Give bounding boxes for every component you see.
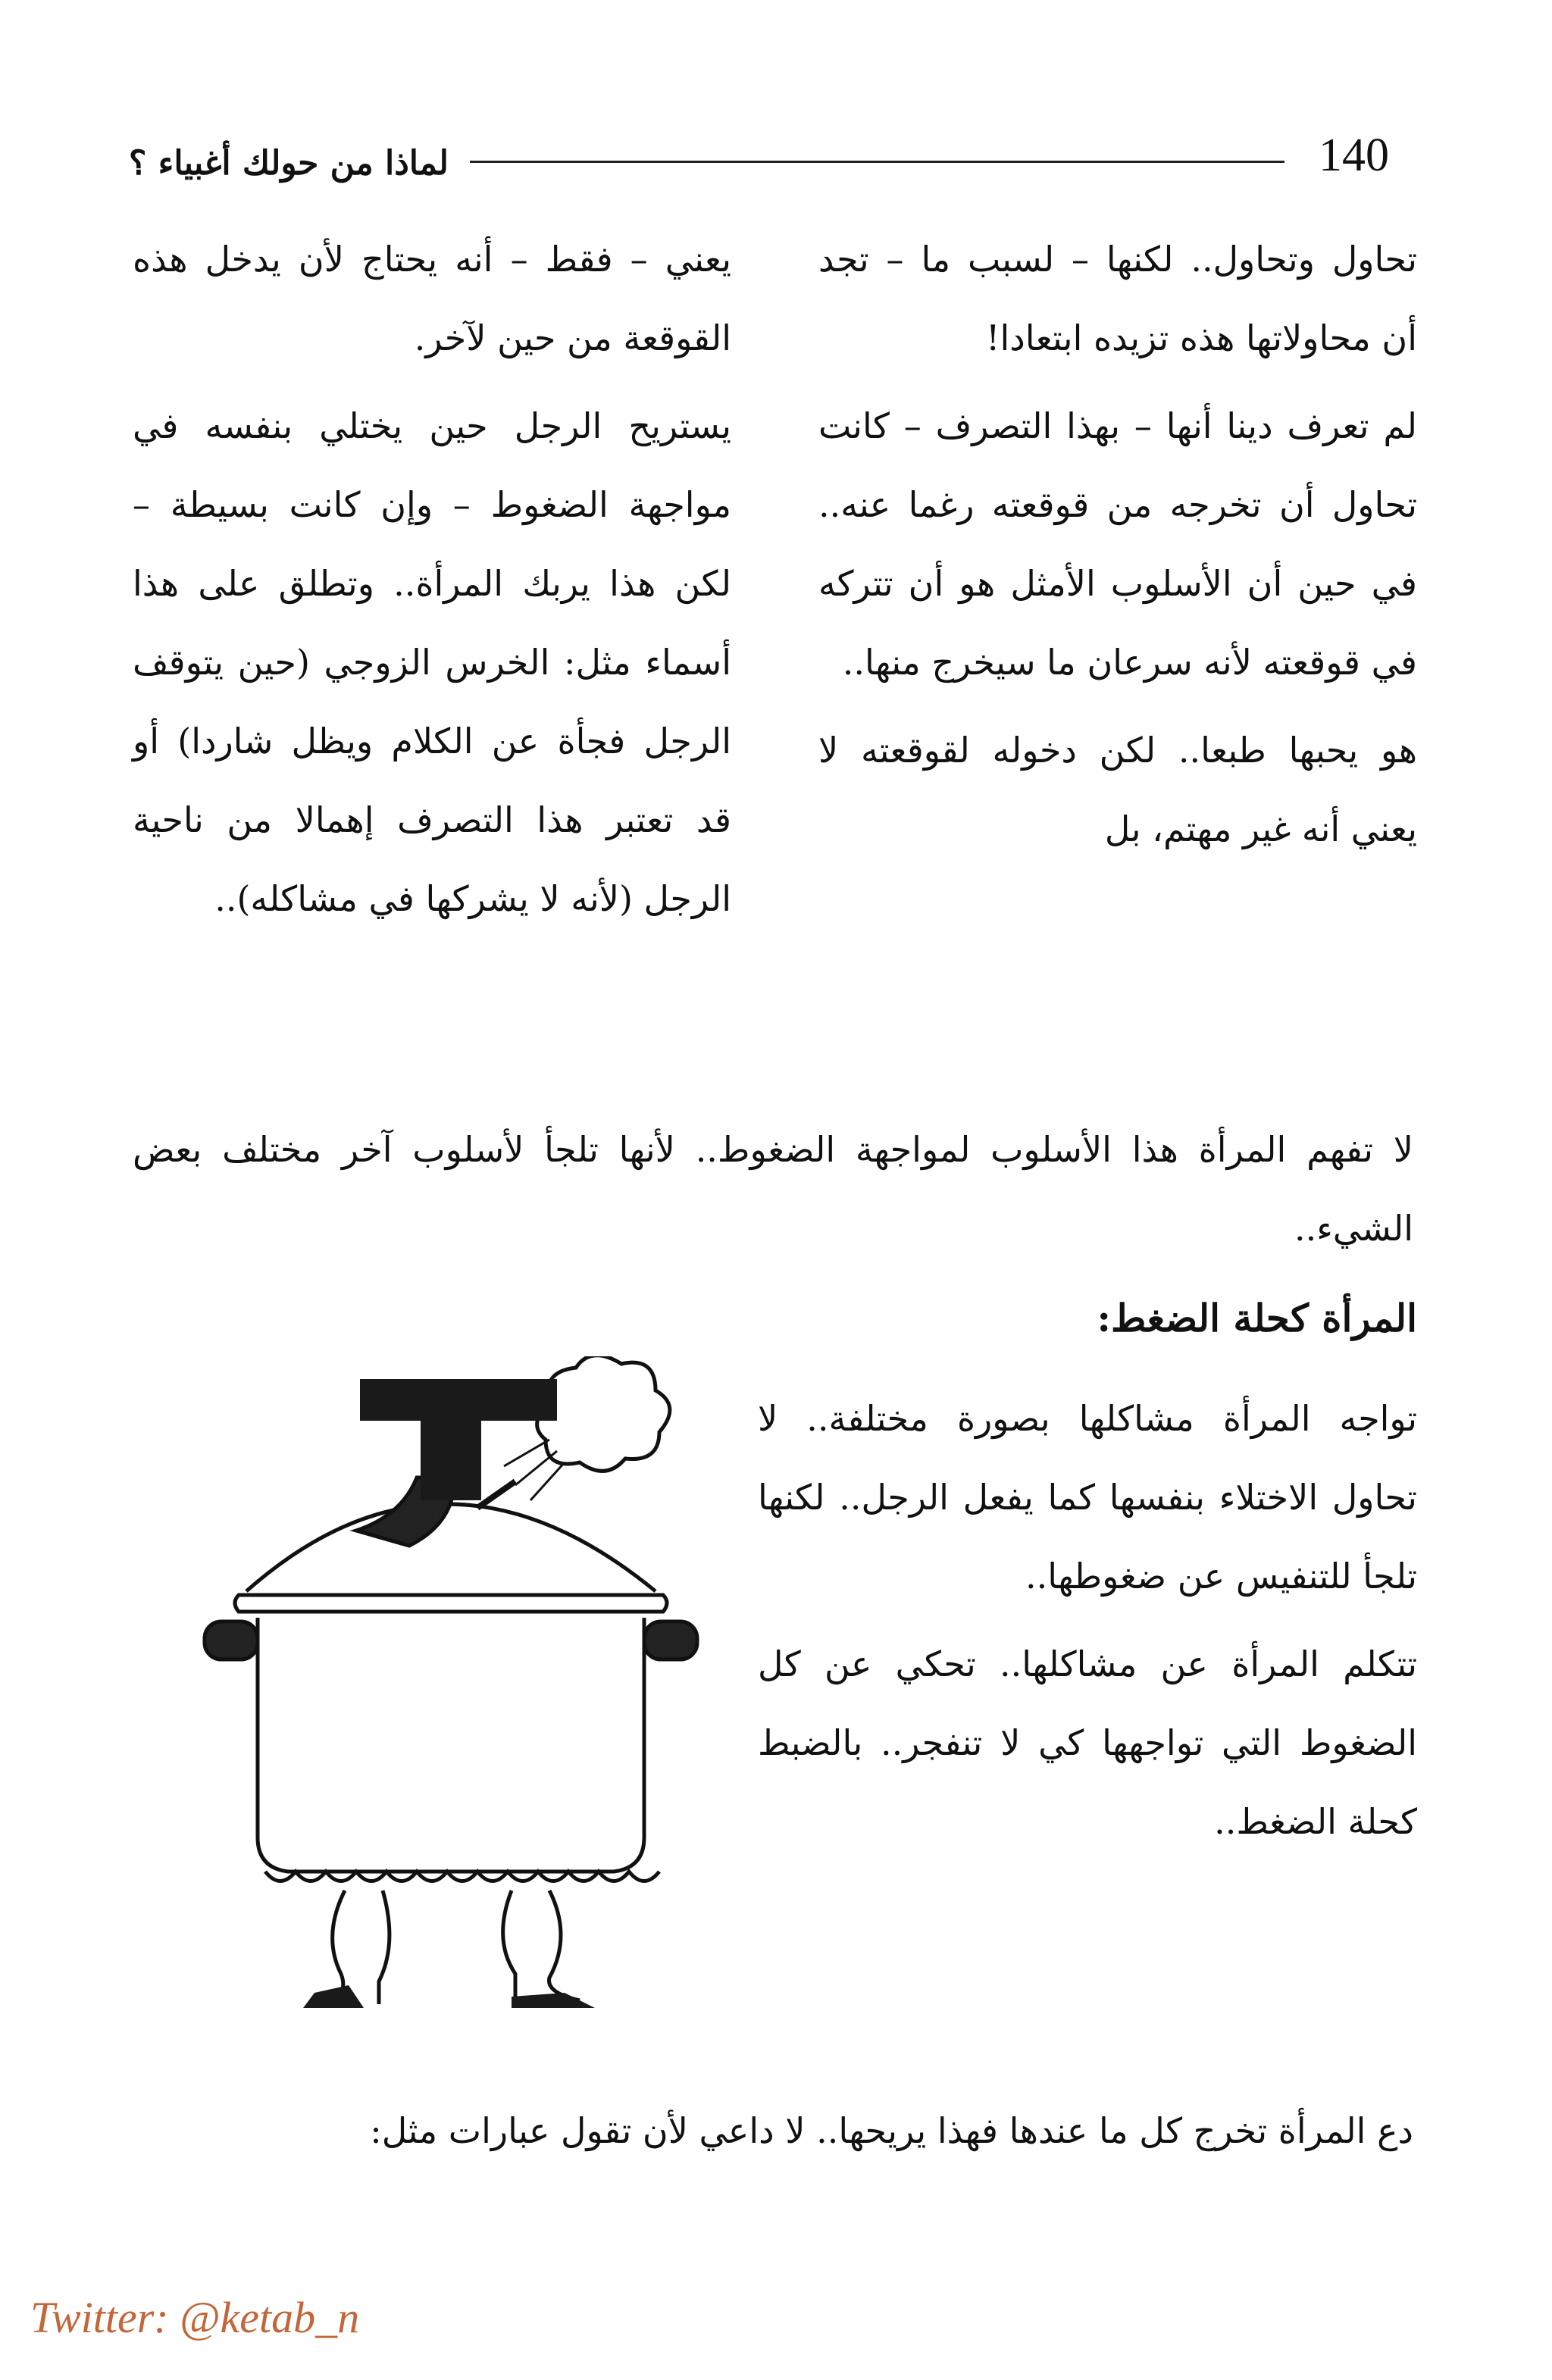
paragraph: لم تعرف دينا أنها – بهذا التصرف – كانت تحاول أن تخرجه من قوقعته رغما عنه.. في حين أن الأسلوب الأمثل هو أن تتركه في قوقعته لأنه سرعان ما سيخرج منها.. bbox=[818, 405, 1417, 683]
paragraph: هو يحبها طبعا.. لكن دخوله لقوقعته لا يعني أنه غير مهتم، بل bbox=[818, 730, 1417, 849]
paragraph: لا تفهم المرأة هذا الأسلوب لمواجهة الضغوط.. لأنها تلجأ لأسلوب آخر مختلف بعض الشيء.. bbox=[133, 1129, 1413, 1249]
pressure-cooker-illustration bbox=[193, 1356, 709, 2008]
full-width-paragraph bbox=[133, 1110, 1413, 1268]
left-column bbox=[133, 220, 731, 947]
paragraph: دع المرأة تخرج كل ما عندها فهذا يريحها.. لا داعي لأن تقول عبارات مثل: bbox=[370, 2110, 1413, 2151]
header-rule bbox=[470, 161, 1284, 163]
right-column bbox=[818, 220, 1417, 877]
paragraph: تحاول وتحاول.. لكنها – لسبب ما – تجد أن محاولاتها هذه تزيده ابتعادا! bbox=[818, 239, 1417, 358]
paragraph: تتكلم المرأة عن مشاكلها.. تحكي عن كل الضغوط التي تواجهها كي لا تنفجر.. بالضبط كحلة الضغط.. bbox=[758, 1643, 1417, 1842]
running-title: لماذا من حولك أغبياء ؟ bbox=[129, 144, 449, 183]
watermark: Twitter: @ketab_n bbox=[30, 2293, 360, 2342]
paragraph: يستريح الرجل حين يختلي بنفسه في مواجهة الضغوط – وإن كانت بسيطة – لكن هذا يربك المرأة.. وتطلق على هذا أسماء مثل: الخرس الزوجي (حين يتوقف الرجل فجأة عن الكلام ويظل شاردا) أو قد تعتبر هذا التصرف إهمالا من ناحية الرجل (لأنه لا يشركها في مشاكله).. bbox=[133, 405, 731, 919]
section-heading: المرأة كحلة الضغط: bbox=[1097, 1296, 1417, 1340]
section-column bbox=[758, 1379, 1417, 1870]
paragraph: يعني – فقط – أنه يحتاج لأن يدخل هذه القوقعة من حين لآخر. bbox=[133, 239, 731, 358]
page-number: 140 bbox=[1319, 130, 1389, 181]
closing-paragraph bbox=[133, 2091, 1413, 2170]
paragraph: تواجه المرأة مشاكلها بصورة مختلفة.. لا تحاول الاختلاء بنفسها كما يفعل الرجل.. لكنها تلجأ للتنفيس عن ضغوطها.. bbox=[758, 1398, 1417, 1597]
